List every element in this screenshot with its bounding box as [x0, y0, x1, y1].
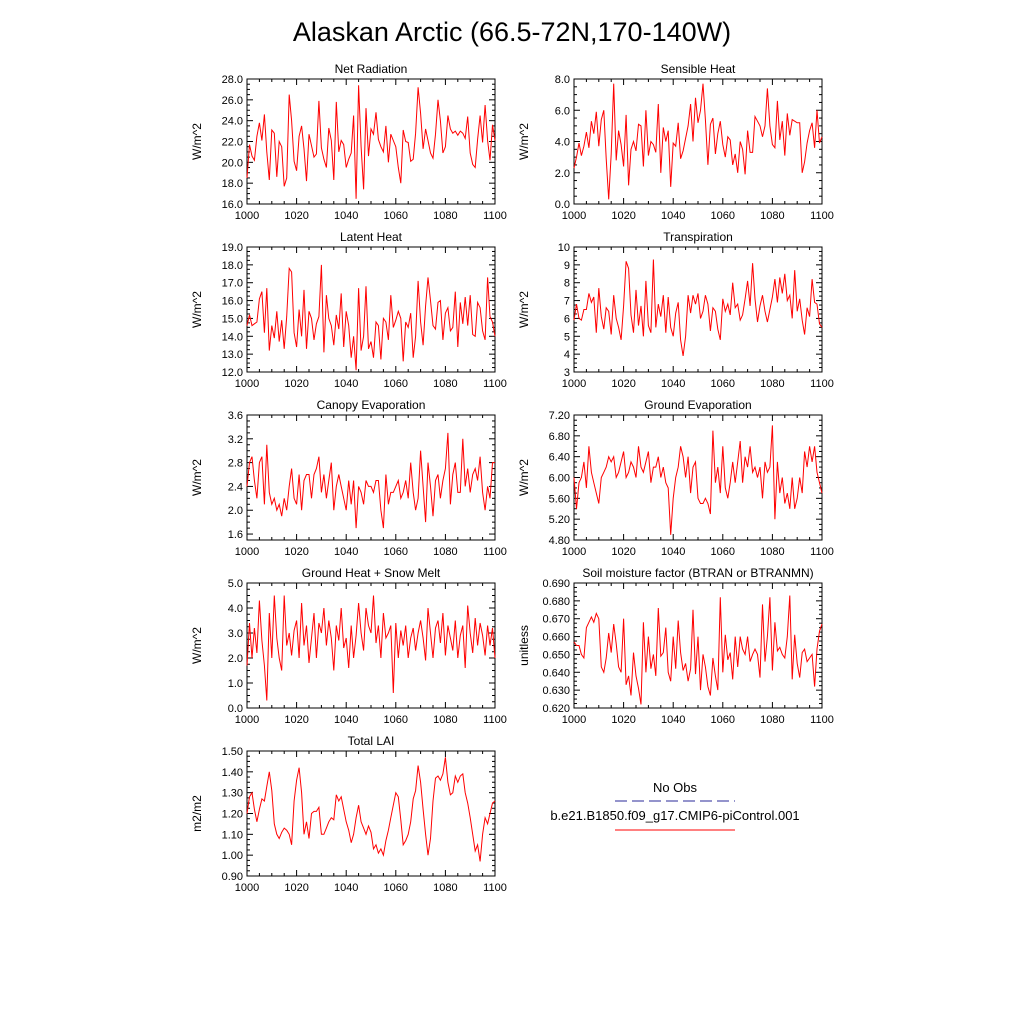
y-tick-label: 1.20 — [221, 808, 243, 821]
panel-ground-heat-snow-melt — [190, 566, 507, 726]
y-tick-label: 6 — [563, 313, 570, 326]
figure-title: Alaskan Arctic (66.5-72N,170-140W) — [292, 17, 732, 47]
x-tick-label: 1080 — [433, 546, 458, 558]
y-axis-label: W/m^2 — [190, 123, 204, 160]
x-tick-label: 1080 — [760, 378, 785, 390]
x-tick-label: 1100 — [483, 714, 507, 726]
y-tick-label: 6.80 — [548, 430, 570, 443]
x-tick-label: 1060 — [710, 378, 736, 390]
x-tick-label: 1040 — [333, 546, 359, 558]
y-tick-label: 19.0 — [221, 242, 243, 254]
x-tick-label: 1100 — [483, 378, 507, 390]
x-tick-label: 1040 — [333, 210, 359, 222]
x-tick-label: 1000 — [234, 378, 260, 390]
panel-net-radiation — [190, 62, 507, 222]
y-tick-label: 17.0 — [221, 277, 243, 290]
x-tick-label: 1080 — [433, 882, 458, 894]
y-tick-label: 5.20 — [548, 514, 570, 527]
x-tick-label: 1080 — [433, 210, 458, 222]
series-line — [247, 85, 495, 199]
y-tick-label: 15.0 — [221, 313, 243, 326]
y-tick-label: 18.0 — [221, 259, 243, 272]
x-tick-label: 1060 — [710, 714, 736, 726]
y-axis-label: unitless — [517, 625, 531, 666]
y-tick-label: 1.30 — [221, 787, 243, 800]
x-tick-label: 1100 — [810, 714, 834, 726]
y-tick-label: 2.8 — [227, 457, 243, 470]
y-tick-label: 1.40 — [221, 766, 243, 779]
x-tick-label: 1020 — [611, 546, 636, 558]
x-tick-label: 1000 — [561, 210, 587, 222]
panel-title: Canopy Evaporation — [316, 398, 426, 412]
y-tick-label: 5 — [563, 331, 570, 344]
y-tick-label: 3.2 — [227, 433, 243, 446]
x-tick-label: 1020 — [284, 210, 309, 222]
x-tick-label: 1080 — [433, 714, 458, 726]
y-axis-label: W/m^2 — [517, 459, 531, 496]
plot-frame — [574, 415, 822, 540]
y-tick-label: 20.0 — [221, 157, 243, 170]
y-tick-label: 7 — [563, 295, 570, 308]
x-tick-label: 1040 — [660, 714, 686, 726]
y-tick-label: 1.10 — [221, 829, 243, 842]
y-tick-label: 0.90 — [221, 871, 243, 883]
x-tick-label: 1100 — [810, 546, 834, 558]
legend — [550, 780, 799, 830]
series-line — [247, 596, 495, 701]
panel-title: Latent Heat — [339, 230, 403, 244]
x-tick-label: 1100 — [483, 210, 507, 222]
y-tick-label: 1.00 — [221, 850, 243, 863]
y-tick-label: 3 — [563, 367, 570, 379]
y-tick-label: 6.0 — [554, 105, 570, 118]
y-tick-label: 0.0 — [227, 703, 243, 715]
x-tick-label: 1080 — [760, 546, 785, 558]
panel-sensible-heat — [517, 62, 834, 222]
x-tick-label: 1000 — [234, 210, 260, 222]
y-axis-label: W/m^2 — [190, 627, 204, 664]
series-line — [247, 757, 495, 861]
x-tick-label: 1040 — [660, 378, 686, 390]
y-axis-label: W/m^2 — [190, 291, 204, 328]
y-tick-label: 0.620 — [542, 703, 570, 715]
x-tick-label: 1040 — [660, 546, 686, 558]
y-tick-label: 0.670 — [542, 613, 570, 626]
x-tick-label: 1080 — [760, 210, 785, 222]
panel-total-lai — [190, 734, 507, 894]
y-tick-label: 1.50 — [221, 746, 243, 758]
x-tick-label: 1060 — [383, 210, 409, 222]
y-tick-label: 4 — [563, 349, 570, 362]
panel-soil-moisture-factor-btran-or-btranmn — [517, 566, 834, 726]
y-axis-label: W/m^2 — [517, 291, 531, 328]
x-tick-label: 1000 — [234, 882, 260, 894]
x-tick-label: 1040 — [660, 210, 686, 222]
x-tick-label: 1000 — [234, 714, 260, 726]
x-tick-label: 1080 — [433, 378, 458, 390]
x-tick-label: 1020 — [284, 378, 309, 390]
y-tick-label: 0.630 — [542, 685, 570, 698]
panel-title: Transpiration — [663, 230, 733, 244]
x-tick-label: 1000 — [561, 546, 587, 558]
y-tick-label: 0.690 — [542, 578, 570, 590]
y-tick-label: 10 — [557, 242, 570, 254]
x-tick-label: 1040 — [333, 378, 359, 390]
x-tick-label: 1060 — [383, 714, 409, 726]
legend-label-model-run: b.e21.B1850.f09_g17.CMIP6-piControl.001 — [550, 808, 800, 823]
panel-ground-evaporation — [517, 398, 834, 558]
series-line — [247, 265, 495, 370]
y-tick-label: 5.0 — [227, 578, 243, 590]
y-tick-label: 5.60 — [548, 493, 570, 506]
x-tick-label: 1000 — [234, 546, 260, 558]
y-tick-label: 8.0 — [554, 74, 570, 86]
y-tick-label: 3.6 — [227, 410, 243, 422]
x-tick-label: 1000 — [561, 714, 587, 726]
panel-title: Sensible Heat — [660, 62, 736, 76]
y-tick-label: 16.0 — [221, 199, 243, 211]
x-tick-label: 1060 — [383, 546, 409, 558]
y-tick-label: 3.0 — [227, 628, 243, 640]
y-tick-label: 2.4 — [227, 481, 243, 494]
series-line — [247, 433, 495, 528]
x-tick-label: 1060 — [383, 882, 409, 894]
panel-title: Ground Heat + Snow Melt — [301, 566, 441, 580]
y-tick-label: 7.20 — [548, 410, 570, 422]
x-tick-label: 1060 — [710, 546, 736, 558]
y-tick-label: 0.680 — [542, 595, 570, 608]
panel-canopy-evaporation — [190, 398, 507, 558]
panel-transpiration — [517, 230, 834, 390]
series-line — [574, 84, 822, 200]
y-tick-label: 24.0 — [221, 115, 243, 128]
x-tick-label: 1020 — [611, 378, 636, 390]
panel-title: Total LAI — [347, 734, 395, 748]
x-tick-label: 1020 — [284, 546, 309, 558]
y-tick-label: 0.650 — [542, 649, 570, 662]
x-tick-label: 1100 — [483, 882, 507, 894]
x-tick-label: 1060 — [383, 378, 409, 390]
y-tick-label: 18.0 — [221, 178, 243, 191]
y-tick-label: 9 — [563, 259, 570, 272]
x-tick-label: 1100 — [810, 378, 834, 390]
panel-title: Ground Evaporation — [644, 398, 752, 412]
y-tick-label: 4.0 — [554, 136, 570, 149]
x-tick-label: 1100 — [483, 546, 507, 558]
y-tick-label: 4.0 — [227, 603, 243, 615]
y-tick-label: 0.0 — [554, 199, 570, 211]
x-tick-label: 1100 — [810, 210, 834, 222]
y-tick-label: 16.0 — [221, 295, 243, 308]
y-tick-label: 2.0 — [227, 505, 243, 518]
x-tick-label: 1020 — [284, 714, 309, 726]
y-tick-label: 13.0 — [221, 349, 243, 362]
x-tick-label: 1020 — [284, 882, 309, 894]
y-tick-label: 1.6 — [227, 529, 243, 542]
plot-frame — [574, 247, 822, 372]
y-tick-label: 6.00 — [548, 472, 570, 485]
series-line — [574, 425, 822, 534]
y-axis-label: W/m^2 — [190, 459, 204, 496]
panel-title: Net Radiation — [334, 62, 408, 76]
plot-frame — [247, 247, 495, 372]
y-tick-label: 26.0 — [221, 94, 243, 107]
x-tick-label: 1020 — [611, 714, 636, 726]
panel-grid — [190, 62, 834, 894]
panel-latent-heat — [190, 230, 507, 390]
y-tick-label: 2.0 — [227, 653, 243, 665]
x-tick-label: 1060 — [710, 210, 736, 222]
x-tick-label: 1020 — [611, 210, 636, 222]
x-tick-label: 1040 — [333, 714, 359, 726]
y-tick-label: 0.660 — [542, 631, 570, 644]
y-tick-label: 1.0 — [227, 678, 243, 690]
y-axis-label: W/m^2 — [517, 123, 531, 160]
y-tick-label: 14.0 — [221, 331, 243, 344]
y-tick-label: 12.0 — [221, 367, 243, 379]
y-axis-label: m2/m2 — [190, 795, 204, 832]
y-tick-label: 4.80 — [548, 535, 570, 547]
y-tick-label: 2.0 — [554, 167, 570, 180]
plot-frame — [247, 415, 495, 540]
y-tick-label: 8 — [563, 277, 570, 290]
y-tick-label: 6.40 — [548, 451, 570, 464]
panel-title: Soil moisture factor (BTRAN or BTRANMN) — [582, 566, 814, 580]
y-tick-label: 28.0 — [221, 74, 243, 86]
y-tick-label: 22.0 — [221, 136, 243, 149]
series-line — [574, 596, 822, 705]
legend-label-no-obs: No Obs — [652, 780, 698, 795]
x-tick-label: 1000 — [561, 378, 587, 390]
series-line — [574, 260, 822, 356]
y-tick-label: 0.640 — [542, 667, 570, 680]
x-tick-label: 1040 — [333, 882, 359, 894]
x-tick-label: 1080 — [760, 714, 785, 726]
plot-frame — [247, 751, 495, 876]
